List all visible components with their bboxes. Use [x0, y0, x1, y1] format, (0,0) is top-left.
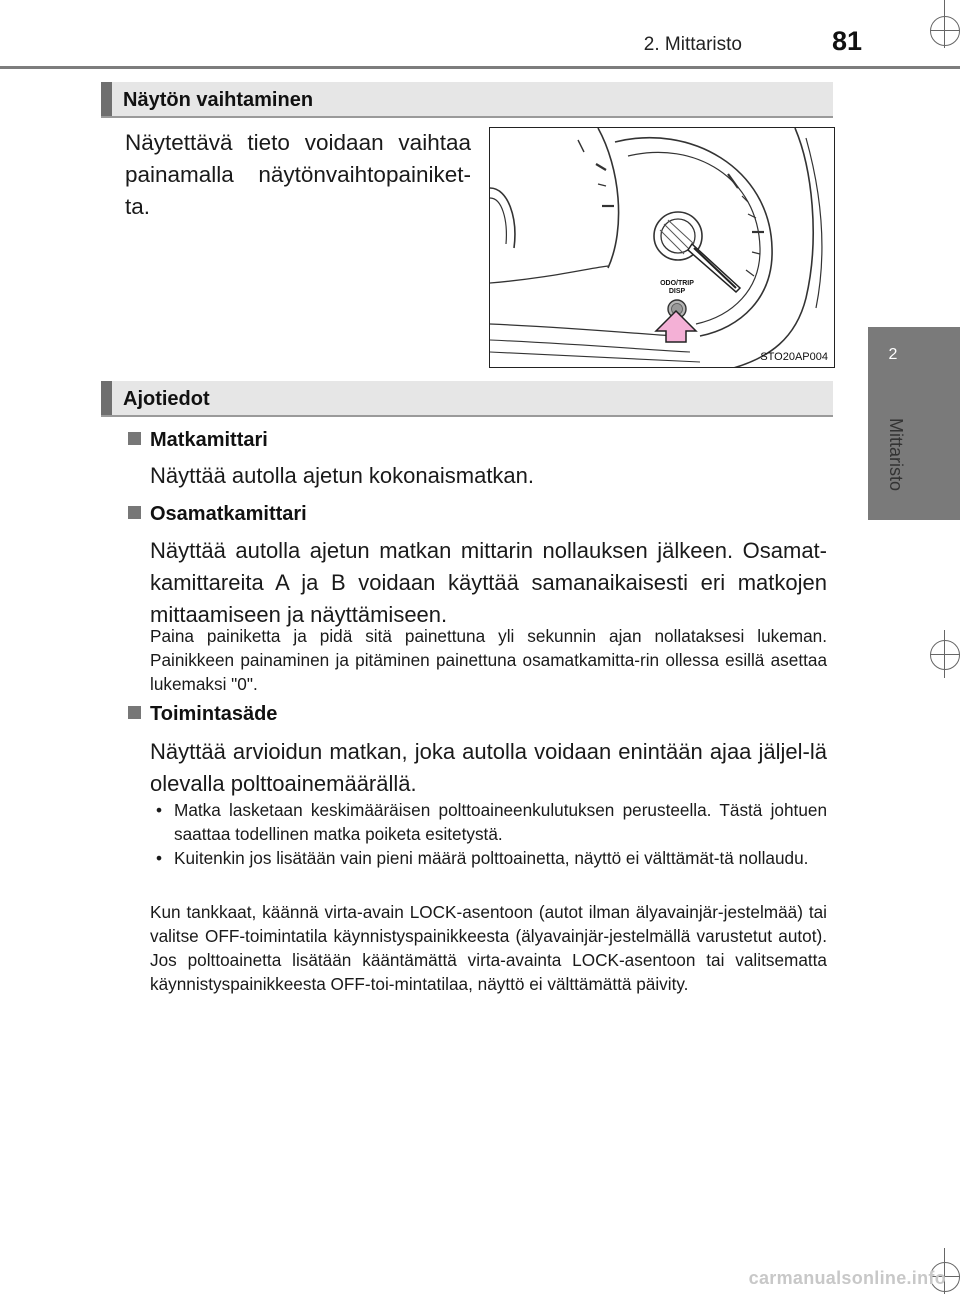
chapter-tab-label-text: Mittaristo [886, 418, 906, 492]
trip-meter-note: Paina painiketta ja pidä sitä painettuna yli sekunnin ajan nollataksesi lukeman. Painikkeen painaminen ja pitäminen painettuna osamatkamitta-rin ollessa esillä asettaa lukemaksi "0". [150, 626, 827, 694]
bullet-dot: • [156, 800, 163, 820]
range-text: Näyttää arvioidun matkan, joka autolla voidaan enintään ajaa jäljel-lä olevalla polttoainemäärällä. [150, 739, 827, 796]
trip-meter-heading [128, 503, 307, 526]
instrument-cluster-drawing [490, 128, 835, 368]
button-label-line2: DISP [668, 288, 686, 295]
chapter-tab-number: 2 [888, 346, 898, 363]
square-bullet-icon [128, 432, 141, 445]
crop-mark-mid-circle [930, 640, 960, 670]
range-bullet-2 [150, 846, 827, 894]
chapter-title: 2. Mittaristo [643, 34, 742, 55]
section-title: Näytön vaihtaminen [123, 89, 314, 111]
odometer-heading [128, 429, 268, 452]
trip-meter-text: Näyttää autolla ajetun matkan mittarin nollauksen jälkeen. Osamat-kamittareita A ja B voidaan käyttää samanaikaisesti eri matkojen mittaamiseen ja näyttämiseen. [150, 538, 827, 627]
trip-meter-title: Osamatkamittari [150, 503, 307, 525]
bullet-text: Kuitenkin jos lisätään vain pieni määrä polttoainetta, näyttö ei välttämät-tä nollaudu. [174, 848, 809, 868]
button-label-line1: ODO/TRIP [660, 280, 694, 287]
odometer-title: Matkamittari [150, 429, 268, 451]
instrument-cluster-figure [489, 127, 835, 368]
square-bullet-icon [128, 506, 141, 519]
section-header-bar [101, 381, 112, 415]
figure-code: STO20AP004 [760, 351, 828, 363]
odometer-text: Näyttää autolla ajetun kokonaismatkan. [150, 463, 535, 488]
range-note: Kun tankkaat, käännä virta-avain LOCK-asentoon (autot ilman älyavainjär-jestelmää) tai valitse OFF-toimintatila käynnistyspainikkeesta (älyavainjär-jestelmällä varustetut autot). Jos polttoainetta lisätään kääntämättä virta-avainta LOCK-asentoon tai valitsematta käynnistyspainikkeesta OFF-toi-mintatilaa, näyttö ei välttämättä päivity. [150, 902, 827, 994]
section-header-display-switch [101, 82, 833, 118]
range-heading [128, 703, 277, 726]
section-header-trip-info [101, 381, 833, 417]
watermark: carmanualsonline.info [748, 1268, 946, 1288]
crop-mark-top-circle [930, 16, 960, 46]
square-bullet-icon [128, 706, 141, 719]
chapter-tab-label [874, 418, 914, 538]
section-title: Ajotiedot [123, 388, 210, 410]
bullet-dot: • [156, 848, 163, 868]
header-rule [0, 66, 960, 69]
range-bullet-1 [150, 798, 827, 846]
page-number: 81 [831, 26, 862, 56]
display-switch-text: Näytettävä tieto voidaan vaihtaa painamalla näytönvaihtopainiket-ta. [125, 130, 471, 219]
bullet-text: Matka lasketaan keskimääräisen polttoaineenkulutuksen perusteella. Tästä johtuen saattaa todellinen matka poiketa esitetystä. [174, 800, 827, 844]
section-header-bar [101, 82, 112, 116]
range-title: Toimintasäde [150, 703, 278, 725]
